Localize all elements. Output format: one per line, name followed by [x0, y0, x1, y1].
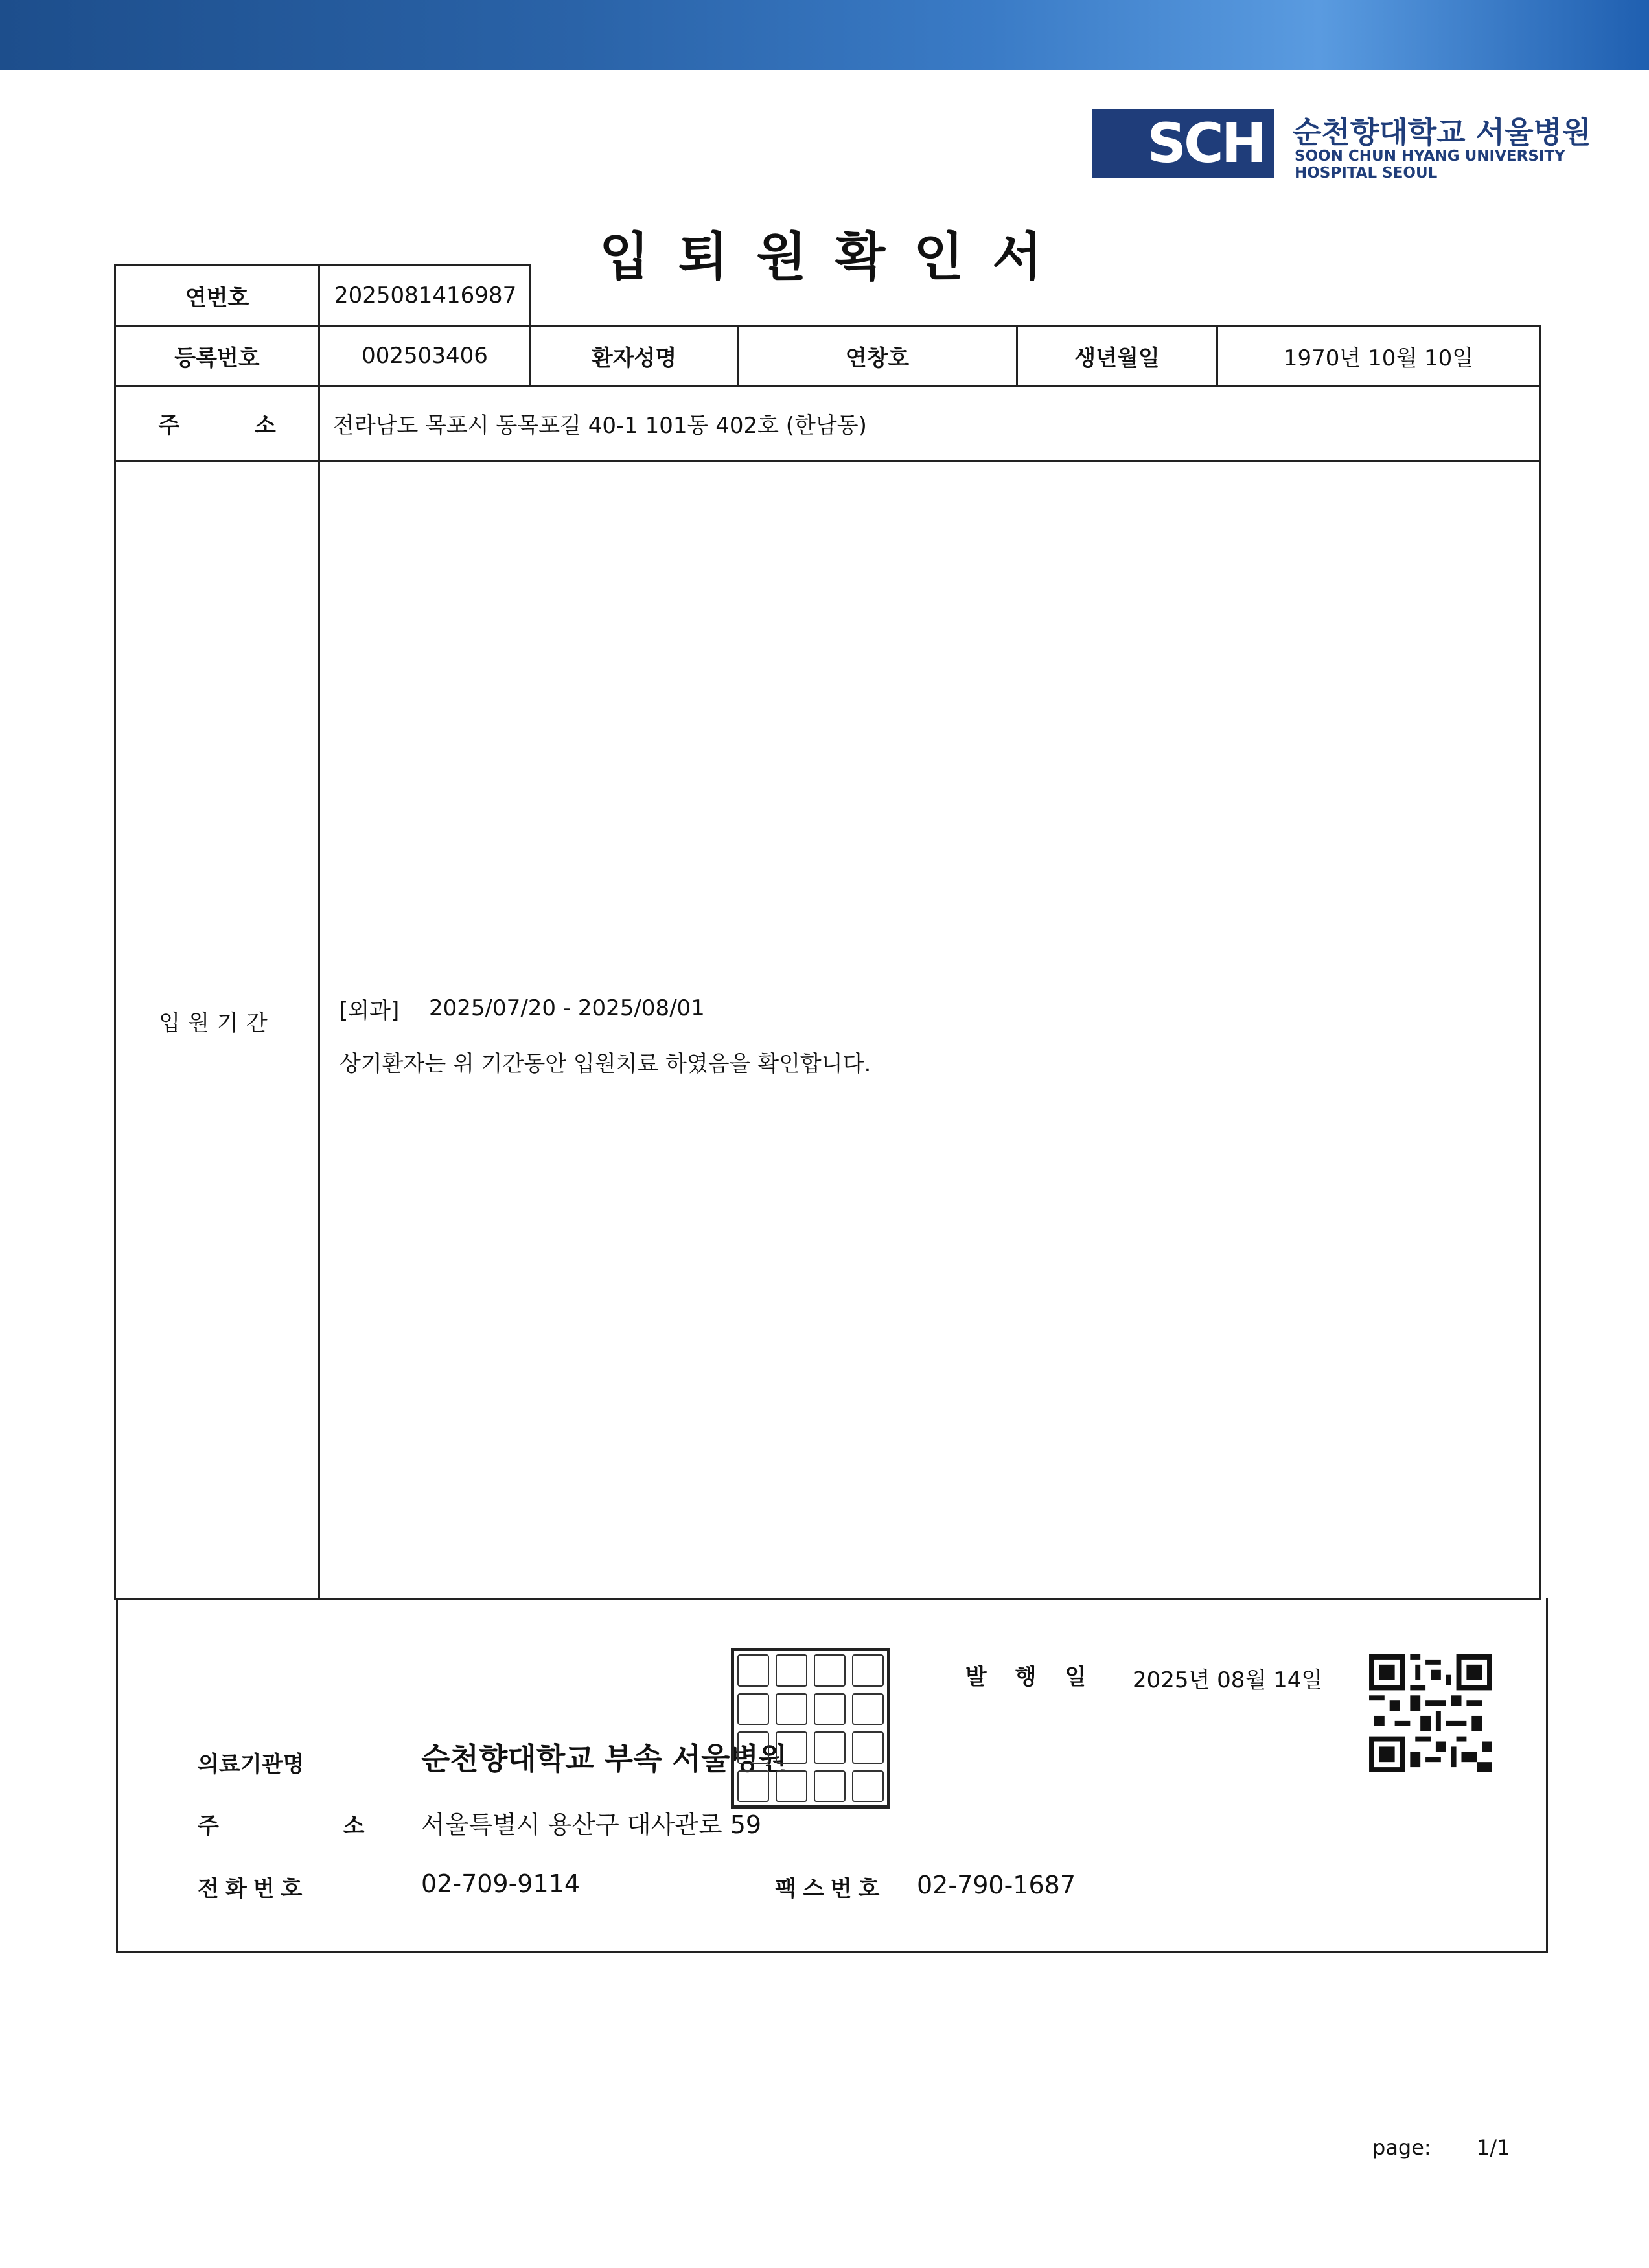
registration-value: 002503406 [362, 343, 488, 369]
qr-code [1368, 1654, 1493, 1772]
footer-border [116, 1951, 1548, 1953]
admission-period-value: 2025/07/20 - 2025/08/01 [429, 995, 705, 1021]
top-color-band [0, 0, 1649, 70]
document-title: 입퇴원확인서 [599, 227, 1071, 287]
page-value: 1/1 [1477, 2135, 1510, 2160]
hospital-name-korean: 순천향대학교 서울병원 [1293, 115, 1591, 150]
birth-date-label: 생년월일 [1074, 345, 1160, 371]
logo-mark: SCH [1092, 109, 1274, 178]
issue-date-value: 2025년 08월 14일 [1133, 1667, 1323, 1693]
patient-address-label: 주 소 [158, 413, 310, 439]
serial-label: 연번호 [185, 284, 249, 311]
registration-label: 등록번호 [174, 345, 260, 371]
birth-date-value: 1970년 10월 10일 [1283, 345, 1474, 371]
phone-label: 전화번호 [198, 1876, 309, 1902]
issue-date-label: 발 행 일 [965, 1664, 1097, 1690]
fax-value: 02-790-1687 [917, 1871, 1076, 1899]
table-border [114, 460, 1541, 462]
patient-address-value: 전라남도 목포시 동목포길 40-1 101동 402호 (한남동) [333, 413, 867, 439]
footer-border [1546, 1598, 1548, 1953]
institution-name: 순천향대학교 부속 서울병원 [421, 1741, 788, 1776]
serial-value: 2025081416987 [334, 283, 517, 308]
patient-name-label: 환자성명 [591, 345, 677, 371]
official-seal-stamp [731, 1648, 890, 1809]
institution-address-value: 서울특별시 용산구 대사관로 59 [421, 1811, 762, 1839]
table-border [318, 325, 320, 1600]
page-label: page: [1372, 2135, 1431, 2160]
patient-name-value: 연창호 [845, 345, 910, 371]
page-indicator [1372, 2135, 1510, 2160]
table-border [114, 1598, 1541, 1600]
admission-department: [외과] [340, 998, 400, 1024]
hospital-name-english-line1: SOON CHUN HYANG UNIVERSITY [1295, 148, 1565, 165]
hospital-name-english-line2: HOSPITAL SEOUL [1295, 165, 1438, 181]
admission-period-label: 입원기간 [159, 1010, 275, 1036]
institution-address-label: 주 소 [198, 1813, 423, 1839]
table-border [114, 325, 116, 1600]
institution-label: 의료기관명 [198, 1752, 305, 1777]
table-border [1539, 325, 1541, 1600]
admission-statement: 상기환자는 위 기간동안 입원치료 하였음을 확인합니다. [340, 1051, 871, 1077]
footer-border [116, 1598, 118, 1953]
phone-value: 02-709-9114 [421, 1869, 581, 1898]
fax-label: 팩스번호 [775, 1876, 886, 1902]
